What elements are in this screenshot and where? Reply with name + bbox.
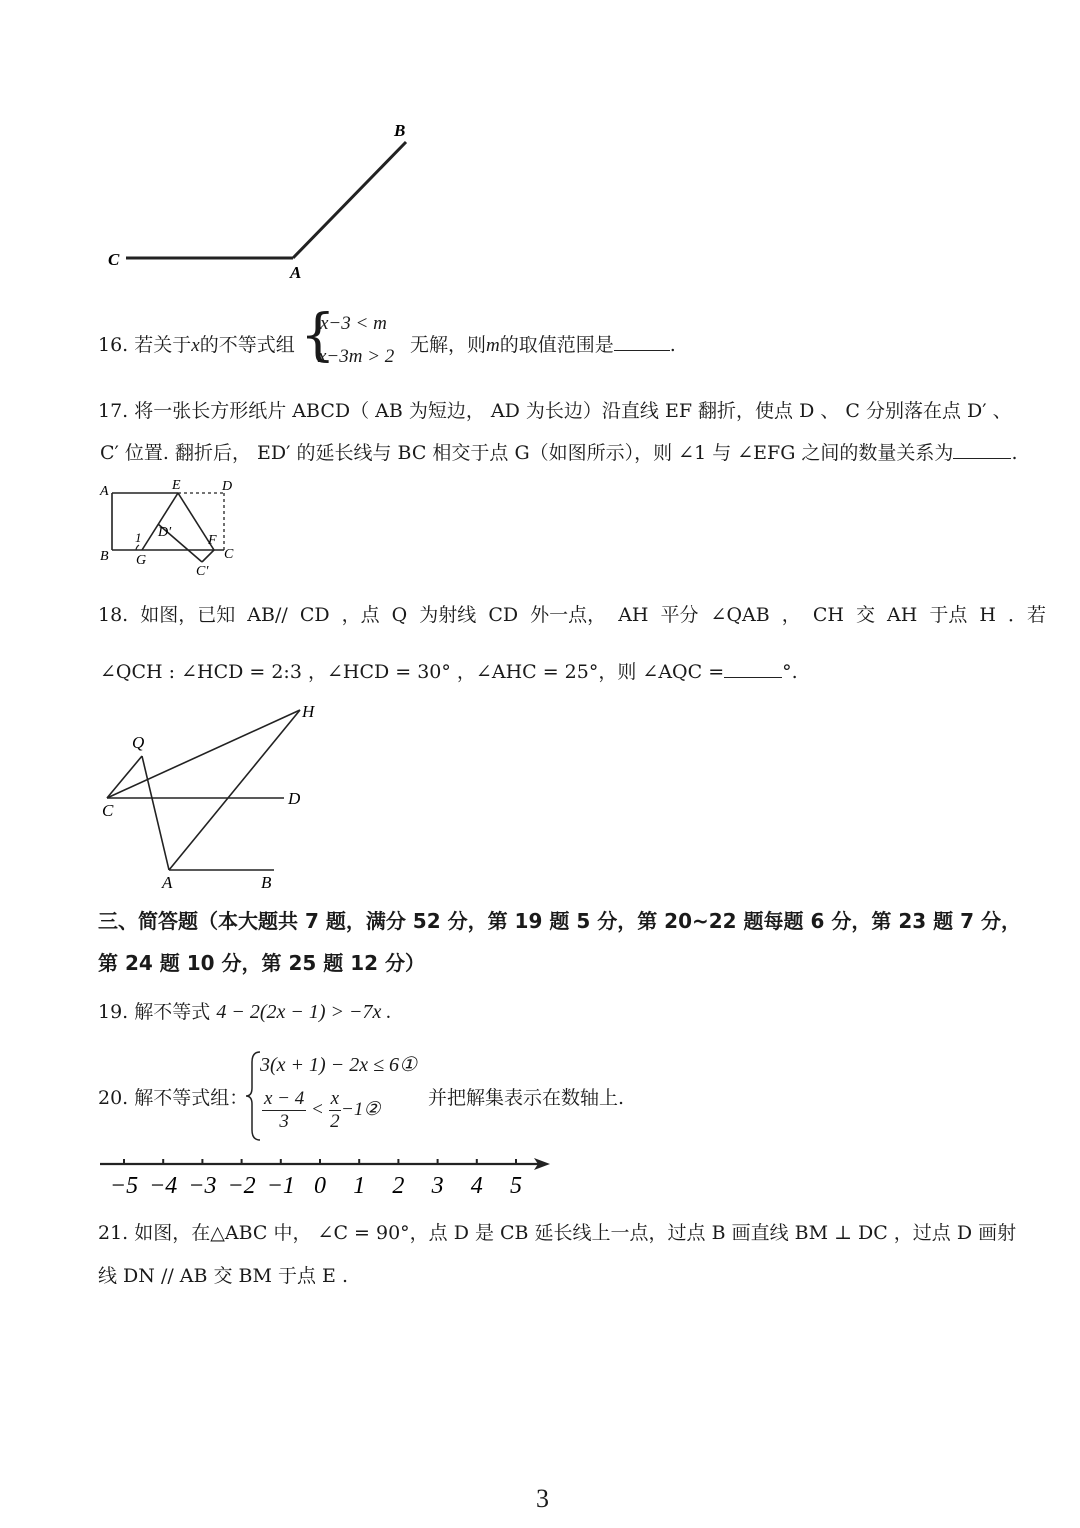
q18-answer-blank[interactable] (724, 676, 782, 678)
q16-system-line1: x−3 < m (320, 313, 387, 334)
figure-q15 (100, 110, 430, 290)
q18-label-a: A (162, 873, 173, 892)
question-17-line1 (98, 396, 1012, 423)
number-line-label: −3 (188, 1173, 217, 1199)
number-line-label: 0 (314, 1173, 326, 1199)
q18-label-h: H (302, 702, 315, 721)
number-line-label: −1 (266, 1173, 295, 1199)
q20-equation-1: 3(x + 1) − 2x ≤ 6① (260, 1054, 417, 1076)
q16-tail (410, 330, 676, 357)
q18-label-c: C (102, 801, 114, 820)
q17-text-2: C′ 位置. 翻折后， ED′ 的延长线与 BC 相交于点 G（如图所示），则 ∠1 与 ∠EFG 之间的数量关系为 (100, 442, 954, 464)
question-21-line2: 线 DN // AB 交 BM 于点 E . (98, 1265, 348, 1287)
q16-mid: 的不等式组 (199, 334, 295, 356)
label-a: A (290, 263, 302, 282)
figure-q18 (98, 700, 338, 895)
page-number: 3 (536, 1484, 549, 1513)
q16-answer-blank[interactable] (614, 349, 670, 351)
q17-answer-blank[interactable] (953, 457, 1011, 459)
segment-ab (293, 142, 406, 258)
q20-text: 解不等式组： (134, 1087, 249, 1109)
q18-segment-ch (107, 710, 300, 798)
figure-q17 (98, 474, 248, 580)
q17-line-cf-folded (202, 550, 214, 562)
number-line-label: 1 (353, 1173, 366, 1199)
q20-instruction: 并把解集表示在数轴上. (428, 1087, 625, 1109)
number-line-label: −5 (109, 1173, 139, 1199)
q20-less-than: < (311, 1098, 324, 1120)
q16-pre: 若关于 (134, 334, 192, 356)
q17-label-d-prime: D′ (158, 525, 172, 540)
q20-eq2-tail: −1② (341, 1098, 381, 1120)
q17-label-d: D (222, 479, 233, 494)
number-line-label: 5 (510, 1173, 522, 1199)
q17-label-e: E (172, 478, 181, 493)
q17-end: . (1011, 442, 1018, 464)
q17-label-c: C (224, 547, 234, 562)
q17-label-c-prime: C′ (196, 564, 209, 579)
q21-text-1: 如图，在△ABC 中， ∠C = 90°，点 D 是 CB 延长线上一点，过点 B 画直线 BM ⊥ DC ，过点 D 画射 (134, 1222, 1017, 1244)
q16-post2: 的取值范围是 (499, 334, 614, 356)
section-3-heading-line2: 第 24 题 10 分，第 25 题 12 分） (98, 951, 426, 975)
q16-number: 16. (98, 334, 129, 356)
q16-post1: 无解，则 (410, 334, 487, 356)
question-16 (98, 330, 295, 357)
question-21-line1 (98, 1218, 1016, 1245)
q20-frac-left-den: 3 (279, 1111, 289, 1132)
q20-frac-right-den: 2 (330, 1111, 340, 1132)
question-17-line2 (100, 438, 1017, 465)
q19-expression: 4 − 2(2x − 1) > −7x . (216, 1001, 392, 1023)
q16-var-x: x (191, 335, 200, 356)
number-line (96, 1150, 556, 1200)
label-c: C (108, 250, 120, 269)
q18-label-b: B (261, 873, 272, 892)
q18-text-1: 如图，已知 AB// CD ，点 Q 为射线 CD 外一点， AH 平分 ∠QAB ， CH 交 AH 于点 H ．若 (140, 604, 1046, 626)
question-18-line1 (98, 600, 1046, 627)
q17-label-a: A (100, 484, 109, 499)
q17-number: 17. (98, 400, 129, 422)
q17-line-eg (142, 493, 178, 550)
q20-number: 20. (98, 1087, 129, 1109)
number-line-label: 2 (392, 1173, 405, 1199)
q17-label-f: F (208, 533, 217, 548)
q16-brace: { (300, 303, 336, 368)
q20-fraction-left (262, 1088, 306, 1133)
q18-number: 18. (98, 604, 129, 626)
q17-label-b: B (100, 549, 109, 564)
q20-fraction-right (329, 1088, 341, 1133)
number-line-label: 3 (431, 1173, 444, 1199)
number-line-label: 4 (470, 1173, 483, 1199)
q20-frac-right-num: x (330, 1088, 340, 1109)
q20-frac-left-num: x − 4 (264, 1088, 305, 1109)
q18-segment-ah (169, 710, 300, 870)
section-3-heading-line1: 三、简答题（本大题共 7 题，满分 52 分，第 19 题 5 分，第 20~22 题每题 6 分，第 23 题 7 分， (98, 909, 1021, 933)
number-line-label: −2 (227, 1173, 256, 1199)
q18-segment-cq (107, 756, 142, 798)
q18-label-d: D (288, 789, 301, 808)
q20-equation-2 (262, 1088, 380, 1133)
q17-label-1: 1 (135, 530, 142, 545)
q18-label-q: Q (132, 733, 145, 752)
question-19 (98, 997, 391, 1024)
q19-text: 解不等式 (134, 1001, 211, 1023)
q17-text-1: 将一张长方形纸片 ABCD（ AB 为短边， AD 为长边）沿直线 EF 翻折，使点 D 、 C 分别落在点 D′ 、 (134, 400, 1012, 422)
q16-var-m: m (486, 335, 500, 356)
question-18-line2 (100, 657, 798, 684)
q18-segment-qa (142, 756, 169, 870)
q16-end: . (669, 334, 676, 356)
label-b: B (394, 121, 406, 140)
number-line-label: −4 (149, 1173, 178, 1199)
q17-label-g: G (136, 553, 147, 568)
q19-number: 19. (98, 1001, 129, 1023)
question-20-label (98, 1083, 248, 1110)
q21-number: 21. (98, 1222, 129, 1244)
q16-system-line2: x−3m > 2 (318, 346, 395, 367)
q18-end: °. (782, 661, 798, 683)
q18-text-2: ∠QCH : ∠HCD = 2:3 ，∠HCD = 30° ，∠AHC = 25°，则 ∠AQC = (100, 661, 725, 683)
